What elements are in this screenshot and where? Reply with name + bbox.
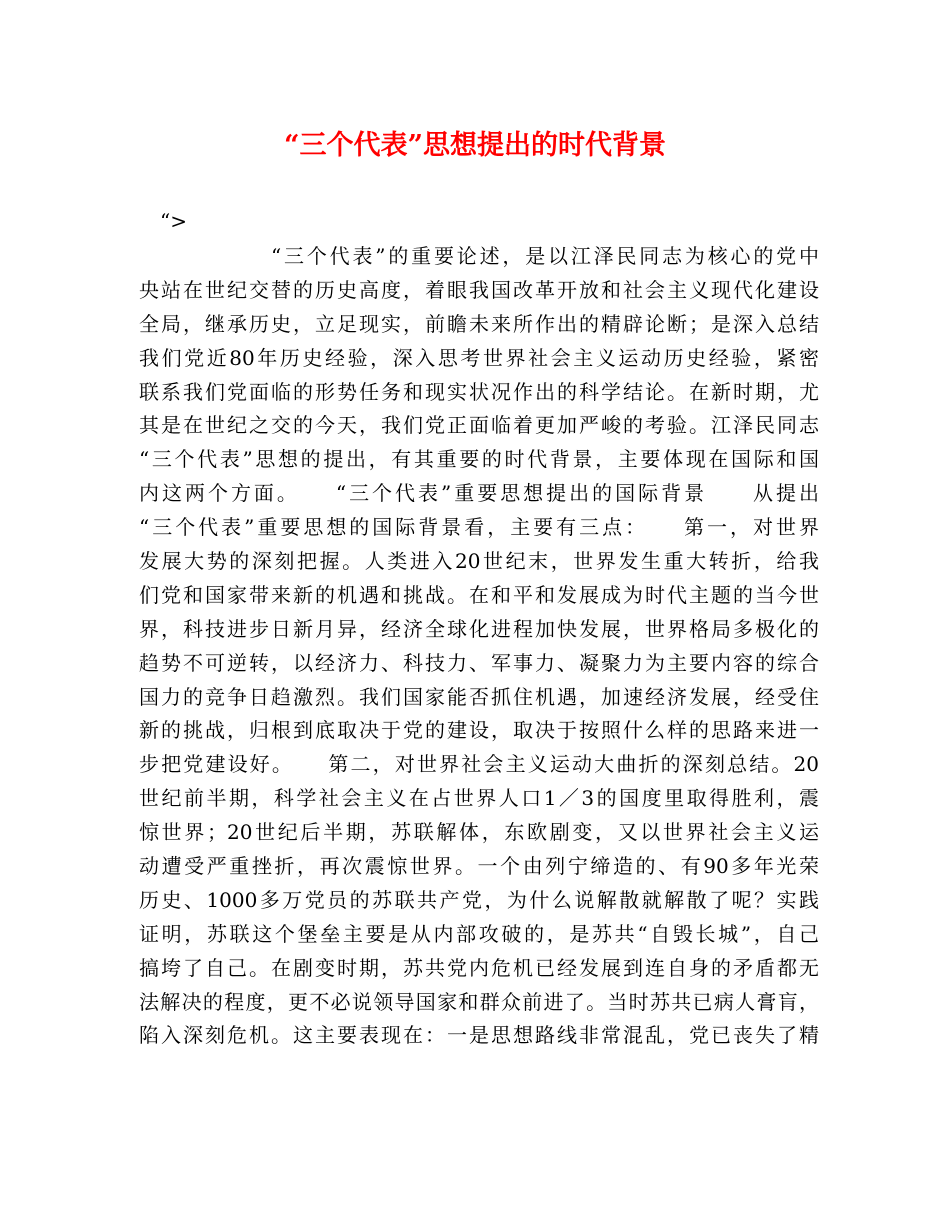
body-line: 陷入深刻危机。这主要表现在：一是思想路线非常混乱，党已丧失了精 — [139, 1023, 819, 1048]
body-line: 我们党近80年历史经验，深入思考世界社会主义运动历史经验，紧密 — [139, 345, 819, 370]
body-paragraph — [139, 240, 819, 1053]
stray-marker-text: “> — [160, 209, 187, 233]
body-line: 步把党建设好。 第二，对世界社会主义运动大曲折的深刻总结。20 — [139, 752, 819, 777]
body-line: 其是在世纪之交的今天，我们党正面临着更加严峻的考验。江泽民同志 — [139, 413, 819, 438]
body-line: 央站在世纪交替的历史高度，着眼我国改革开放和社会主义现代化建设 — [139, 277, 819, 302]
body-line: 界，科技进步日新月异，经济全球化进程加快发展，世界格局多极化的 — [139, 616, 819, 641]
body-line: 们党和国家带来新的机遇和挑战。在和平和发展成为时代主题的当今世 — [139, 582, 819, 607]
body-line: 内这两个方面。 “三个代表”重要思想提出的国际背景 从提出 — [139, 481, 819, 506]
body-line: 动遭受严重挫折，再次震惊世界。一个由列宁缔造的、有90多年光荣 — [139, 854, 819, 879]
document-title: “三个代表”思想提出的时代背景 — [283, 130, 667, 161]
body-line: 世纪前半期，科学社会主义在占世界人口1／3的国度里取得胜利，震 — [139, 786, 819, 811]
body-line: 惊世界；20世纪后半期，苏联解体，东欧剧变，又以世界社会主义运 — [139, 820, 819, 845]
body-line: 发展大势的深刻把握。人类进入20世纪末，世界发生重大转折，给我 — [139, 549, 819, 574]
body-line: 趋势不可逆转，以经济力、科技力、军事力、凝聚力为主要内容的综合 — [139, 650, 819, 675]
body-line: 证明，苏联这个堡垒主要是从内部攻破的，是苏共“自毁长城”，自己 — [139, 921, 819, 946]
body-line: “三个代表”思想的提出，有其重要的时代背景，主要体现在国际和国 — [139, 447, 819, 472]
body-line: 国力的竞争日趋激烈。我们国家能否抓住机遇，加速经济发展，经受住 — [139, 684, 819, 709]
body-line: “三个代表”的重要论述，是以江泽民同志为核心的党中 — [271, 244, 819, 268]
body-line: 联系我们党面临的形势任务和现实状况作出的科学结论。在新时期，尤 — [139, 379, 819, 404]
body-line: 历史、1000多万党员的苏联共产党，为什么说解散就解散了呢？实践 — [139, 887, 819, 912]
body-line: 新的挑战，归根到底取决于党的建设，取决于按照什么样的思路来进一 — [139, 718, 819, 743]
body-line: “三个代表”重要思想的国际背景看，主要有三点： 第一，对世界 — [139, 515, 819, 540]
body-line: 搞垮了自己。在剧变时期，苏共党内危机已经发展到连自身的矛盾都无 — [139, 955, 819, 980]
body-line: 法解决的程度，更不必说领导国家和群众前进了。当时苏共已病人膏肓， — [139, 989, 819, 1014]
body-line: 全局，继承历史，立足现实，前瞻未来所作出的精辟论断；是深入总结 — [139, 311, 819, 336]
